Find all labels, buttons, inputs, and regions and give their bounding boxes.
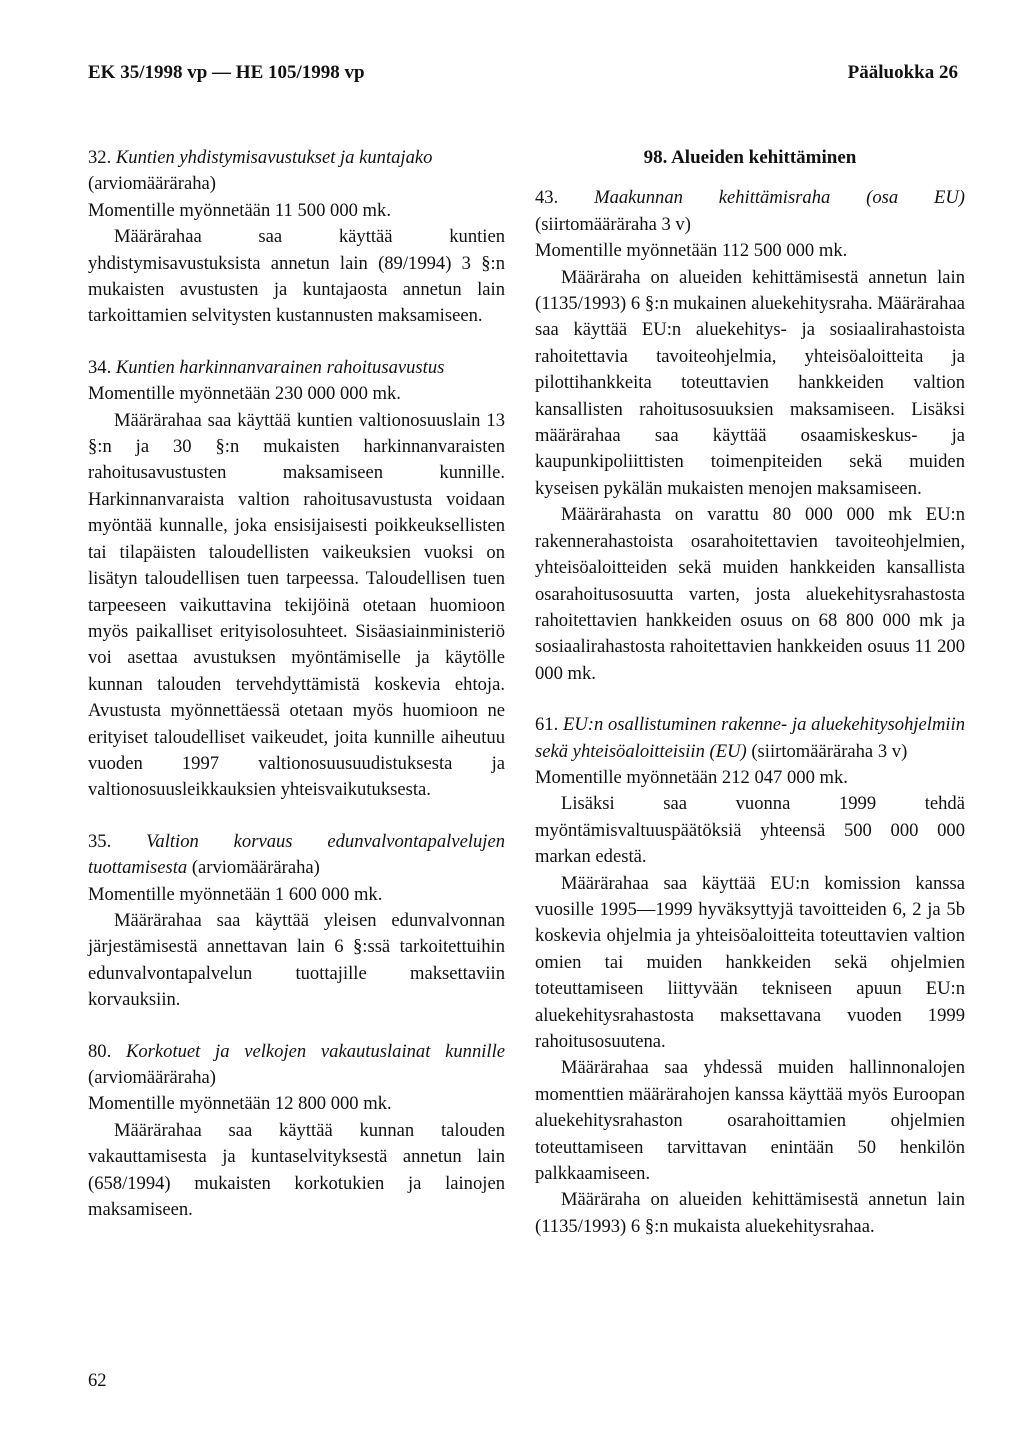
item-type: (arviomääräraha) bbox=[187, 857, 320, 879]
item-paragraph: Määrärahaa saa käyttää kuntien yhdistymisavustuksista annetun lain (89/1994) 3 §:n mukaisten avustusten ja kuntajaosta annetun lain tarkoittamien selvitysten kustannusten maksamiseen. bbox=[88, 226, 505, 327]
item-paragraph: Määrärahaa saa käyttää kuntien valtionosuuslain 13 §:n ja 30 §:n mukaisten harkinnanvaraisten rahoitusavustusten maksamiseen kunnille. Harkinnanvaraista valtion rahoitusavustusta voidaan myöntää kunnalle, joka ensisijaisesti poikkeuksellisten tai tilapäisten taloudellisten vaikeuksien vuoksi on lisätyn taloudellisen tuen tarpeessa. Taloudellisen tuen tarpeeseen vaikuttavina tekijöinä otetaan huomioon myös paikalliset erityisolosuhteet. Sisäasiainministeriö voi asettaa avustuksen myöntämiselle ja käytölle kunnan talouden tervehdyttämistä koskevia ehtoja. Avustusta myönnettäessä otetaan myös huomioon ne erityiset taloudelliset vaikeudet, joita kunnille aiheutuu vuoden 1997 valtionosuusuudistuksesta ja valtionosuusleikkauksien yhteisvaikutuksesta. bbox=[88, 409, 505, 801]
item-paragraph: Määrärahaa saa käyttää EU:n komission kanssa vuosille 1995—1999 hyväksyttyjä tavoitteiden 6, 2 ja 5b koskevia ohjelmia ja yhteisöaloitteita toteuttavien valtion omien tai muiden hankkeiden sekä ohjelmien toteuttamiseen liittyvään tekniseen apuun EU:n aluekehitysrahastosta maksettavana vuoden 1999 rahoitusosuutena. bbox=[535, 872, 965, 1052]
item-heading: Maakunnan kehittämisraha (osa EU) bbox=[594, 187, 965, 209]
running-header-right: Pääluokka 26 bbox=[847, 62, 958, 83]
item-paragraph: Määrärahasta on varattu 80 000 000 mk EU:n rakennerahastoista osarahoitettavien tavoiteohjelmien, yhteisöaloitteiden sekä muiden hankkeiden kansallista osarahoitusosuutta varten, josta aluekehitysrahastosta rahoitettavien hankkeiden osuus on 68 800 000 mk ja sosiaalirahastosta rahoitettavien hankkeiden osuus 11 200 000 mk. bbox=[535, 504, 965, 684]
budget-item-43 bbox=[535, 185, 965, 687]
page-number: 62 bbox=[88, 1370, 107, 1391]
left-column bbox=[88, 145, 505, 1223]
item-number: 35. bbox=[88, 830, 147, 852]
item-heading: Korkotuet ja velkojen vakautuslainat kunnille bbox=[125, 1040, 505, 1062]
item-amount: Momentille myönnetään 230 000 000 mk. bbox=[88, 383, 401, 405]
budget-item-80 bbox=[88, 1039, 505, 1224]
item-amount: Momentille myönnetään 112 500 000 mk. bbox=[535, 240, 848, 262]
budget-item-34 bbox=[88, 355, 505, 804]
item-amount: Momentille myönnetään 1 600 000 mk. bbox=[88, 883, 383, 905]
item-type: (siirtomääräraha 3 v) bbox=[746, 740, 908, 762]
item-number: 43. bbox=[535, 187, 595, 209]
item-paragraph: Määrärahaa saa käyttää kunnan talouden vakauttamisesta ja kuntaselvityksestä annetun lain (658/1994) mukaisten korkotukien ja lainojen maksamiseen. bbox=[88, 1119, 505, 1221]
item-type: (arviomääräraha) bbox=[88, 173, 216, 195]
item-heading: Kuntien yhdistymisavustukset ja kuntajako bbox=[115, 147, 433, 168]
item-type: (arviomääräraha) bbox=[88, 1067, 216, 1088]
item-paragraph: Määrärahaa saa yhdessä muiden hallinnonalojen momenttien määrärahojen kanssa käyttää myös Euroopan aluekehitysrahaston osarahoittamien ohjelmien toteuttamiseen tarvittavan enintään 50 henkilön palkkaamiseen. bbox=[535, 1057, 965, 1185]
item-title bbox=[88, 355, 505, 381]
item-title bbox=[88, 145, 505, 198]
item-paragraph: Lisäksi saa vuonna 1999 tehdä myöntämisvaltuuspäätöksiä yhteensä 500 000 000 markan edestä. bbox=[535, 793, 965, 868]
item-amount: Momentille myönnetään 12 800 000 mk. bbox=[88, 1093, 392, 1115]
item-title bbox=[88, 829, 505, 882]
item-amount: Momentille myönnetään 212 047 000 mk. bbox=[535, 766, 848, 788]
item-title bbox=[535, 712, 965, 765]
item-heading: Valtion korvaus edunvalvontapalvelujen tuottamisesta bbox=[88, 830, 505, 879]
item-amount: Momentille myönnetään 11 500 000 mk. bbox=[88, 199, 391, 221]
running-header-left: EK 35/1998 vp — HE 105/1998 vp bbox=[88, 62, 365, 83]
budget-item-35 bbox=[88, 829, 505, 1014]
budget-item-61 bbox=[535, 712, 965, 1240]
item-number: 32. bbox=[88, 147, 116, 168]
item-type: (siirtomääräraha 3 v) bbox=[535, 213, 691, 235]
item-paragraph: Määrärahaa saa käyttää yleisen edunvalvonnan järjestämisestä annettavan lain 6 §:ssä tarkoitettuihin edunvalvontapalvelun tuottajille maksettaviin korvauksiin. bbox=[88, 909, 505, 1011]
item-heading: EU:n osallistuminen rakenne- ja aluekehitysohjelmiin sekä yhteisöaloitteisiin (EU) bbox=[535, 714, 966, 762]
budget-item-32 bbox=[88, 145, 505, 330]
item-number: 34. bbox=[88, 356, 116, 378]
section-title: 98. Alueiden kehittäminen bbox=[643, 147, 857, 168]
item-paragraph: Määräraha on alueiden kehittämisestä annetun lain (1135/1993) 6 §:n mukainen aluekehitysraha. Määrärahaa saa käyttää EU:n aluekehitys- ja sosiaalirahastoista rahoitettavia tavoiteohjelmia, yhteisöaloitteita ja pilottihankkeita toteuttavien hankkeiden valtion kansallisten rahoitusosuuksien maksamiseen. Lisäksi määrärahaa saa käyttää osaamiskeskus- ja kaupunkipoliittisten toimenpiteiden sekä muiden kyseisen pykälän mukaisten menojen maksamiseen. bbox=[535, 266, 965, 499]
item-heading: Kuntien harkinnanvarainen rahoitusavustus bbox=[115, 356, 445, 378]
right-column bbox=[535, 145, 965, 1240]
item-number: 80. bbox=[88, 1040, 126, 1062]
item-title bbox=[88, 1039, 505, 1092]
item-paragraph: Määräraha on alueiden kehittämisestä annetun lain (1135/1993) 6 §:n mukaista aluekehitysrahaa. bbox=[535, 1189, 965, 1237]
item-number: 61. bbox=[535, 714, 563, 736]
item-title bbox=[535, 185, 965, 238]
